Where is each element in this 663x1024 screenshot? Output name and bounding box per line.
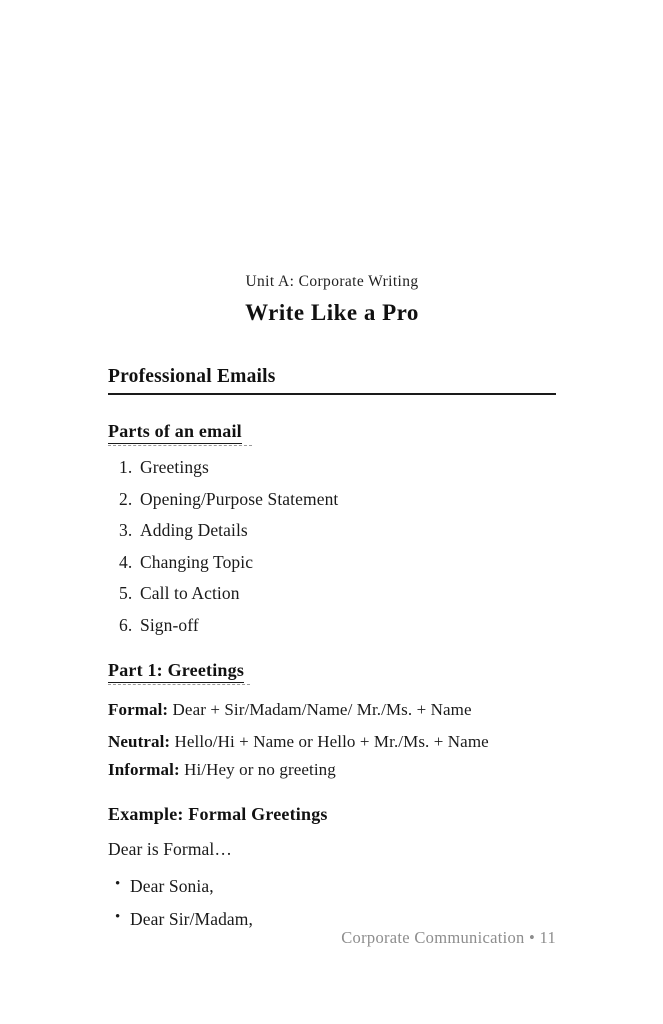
list-item-number: 4. bbox=[119, 551, 133, 572]
list-item-label: Sign-off bbox=[140, 614, 199, 635]
greeting-row-formal bbox=[108, 701, 556, 719]
greeting-label: Informal: bbox=[108, 759, 180, 779]
list-item-number: 2. bbox=[119, 488, 133, 509]
greeting-value: Dear + Sir/Madam/Name/ Mr./Ms. + Name bbox=[172, 700, 472, 720]
greeting-label: Neutral: bbox=[108, 732, 171, 752]
list-item bbox=[108, 522, 556, 540]
subheading-text: Parts of an email bbox=[108, 421, 242, 444]
dashed-rule bbox=[108, 445, 252, 446]
subheading-part-1-greetings bbox=[108, 660, 556, 685]
list-item bbox=[108, 585, 556, 603]
list-item-label: Adding Details bbox=[140, 520, 248, 541]
subheading-parts-of-an-email bbox=[108, 421, 556, 446]
list-item bbox=[108, 911, 556, 929]
greeting-value: Hi/Hey or no greeting bbox=[184, 759, 336, 779]
list-item-label: Greetings bbox=[140, 457, 209, 478]
list-item bbox=[108, 459, 556, 477]
bullet-icon: • bbox=[115, 875, 121, 892]
section-heading-professional-emails: Professional Emails bbox=[108, 366, 556, 395]
greeting-row-neutral bbox=[108, 733, 556, 751]
example-heading: Example: Formal Greetings bbox=[108, 803, 328, 824]
greeting-label: Formal: bbox=[108, 700, 169, 720]
parts-of-email-list bbox=[108, 459, 556, 634]
list-item-label: Dear Sonia, bbox=[130, 875, 214, 896]
greeting-value: Hello/Hi + Name or Hello + Mr./Ms. + Name bbox=[174, 732, 489, 752]
list-item bbox=[108, 875, 556, 896]
example-bullet-list bbox=[108, 875, 556, 930]
list-item-label: Changing Topic bbox=[140, 551, 254, 572]
bullet-icon: • bbox=[115, 909, 121, 926]
list-item-number: 3. bbox=[119, 520, 133, 541]
subheading-text: Part 1: Greetings bbox=[108, 660, 244, 683]
list-item bbox=[108, 614, 556, 635]
page-content bbox=[108, 272, 556, 945]
page-title: Write Like a Pro bbox=[245, 300, 419, 326]
list-item-label: Dear Sir/Madam, bbox=[130, 909, 253, 930]
greeting-row-informal bbox=[108, 761, 556, 779]
list-item-number: 1. bbox=[119, 457, 133, 478]
list-item-number: 6. bbox=[119, 614, 133, 635]
dashed-rule bbox=[108, 684, 250, 685]
list-item-number: 5. bbox=[119, 583, 133, 604]
list-item bbox=[108, 551, 556, 572]
list-item bbox=[108, 488, 556, 509]
list-item-label: Call to Action bbox=[140, 583, 240, 604]
unit-label: Unit A: Corporate Writing bbox=[245, 273, 419, 290]
page-footer: Corporate Communication • 11 bbox=[341, 928, 556, 947]
example-note: Dear is Formal… bbox=[108, 838, 232, 859]
list-item-label: Opening/Purpose Statement bbox=[140, 488, 339, 509]
